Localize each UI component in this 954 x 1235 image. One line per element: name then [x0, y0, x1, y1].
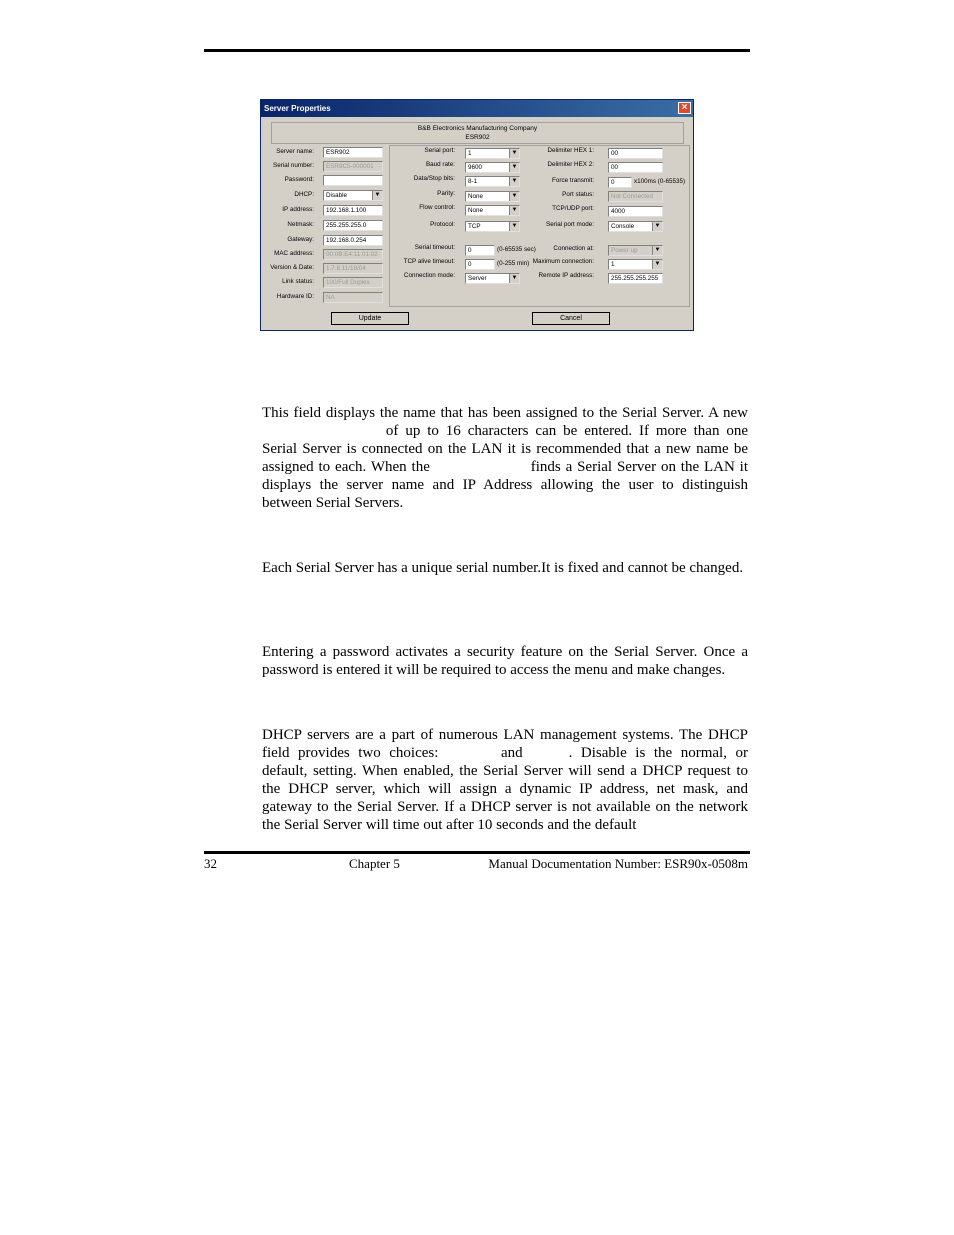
tcp-alive-timeout-input[interactable]: 0 [465, 259, 495, 270]
delimiter-hex2-label: Delimiter HEX 2: [547, 161, 594, 168]
dhcp-value: Disable [326, 192, 347, 199]
ip-address-label: IP address: [282, 206, 314, 213]
company-name: B&B Electronics Manufacturing Company [417, 125, 538, 132]
delimiter-hex2-input[interactable]: 00 [608, 162, 663, 173]
parity-select[interactable] [465, 191, 520, 202]
flow-control-select[interactable] [465, 205, 520, 216]
gateway-input[interactable]: 192.168.0.254 [323, 235, 383, 246]
gateway-label: Gateway: [287, 236, 314, 243]
connection-mode-label: Connection mode: [403, 272, 455, 279]
protocol-select[interactable] [465, 221, 520, 232]
chevron-down-icon[interactable]: ▼ [372, 191, 382, 200]
parity-value: None [468, 193, 484, 200]
force-transmit-unit: x100ms (0-65535) [634, 178, 686, 185]
version-date-label: Version & Date: [270, 264, 314, 271]
netmask-input[interactable]: 255.255.255.0 [323, 220, 383, 231]
connection-at-label: Connection at: [553, 245, 594, 252]
parity-label: Parity: [437, 190, 455, 197]
dhcp-label: DHCP: [294, 191, 314, 198]
dhcp-select[interactable] [323, 190, 383, 201]
connection-at-select [608, 245, 663, 256]
chevron-down-icon[interactable]: ▼ [652, 222, 662, 231]
dhcp-paragraph [262, 726, 748, 834]
tcp-udp-port-label: TCP/UDP port: [552, 205, 594, 212]
paragraph-text: finds a Serial Server on the LAN it displays the server name and IP Address allowing the user to distinguish between Serial Servers. [262, 459, 749, 511]
serial-number-paragraph: Each Serial Server has a unique serial number.It is fixed and cannot be changed. [262, 560, 744, 576]
flow-control-value: None [468, 207, 484, 214]
serial-number-field: ESR9C5-000001 [323, 161, 383, 172]
protocol-label: Protocol: [430, 221, 455, 228]
link-status-label: Link status: [282, 278, 314, 285]
protocol-value: TCP [468, 223, 481, 230]
chevron-down-icon[interactable]: ▼ [509, 177, 519, 186]
serial-timeout-label: Serial timeout: [414, 244, 455, 251]
ip-address-input[interactable]: 192.168.1.100 [323, 205, 383, 216]
link-status-field: 100/Full Duplex [323, 277, 383, 288]
hardware-id-label: Hardware ID: [276, 293, 314, 300]
mac-address-field: 00:0B:E4:11:01:02 [323, 249, 383, 260]
paragraph-text: of up to 16 characters can be entered. If more than one Serial Server is connected on the LAN it is recommended that a new name be assigned to each. When the [262, 423, 749, 475]
server-properties-dialog [260, 99, 694, 331]
chevron-down-icon[interactable]: ▼ [652, 260, 662, 269]
chevron-down-icon[interactable]: ▼ [509, 163, 519, 172]
remote-ip-label: Remote IP address: [538, 272, 594, 279]
connection-mode-value: Server [468, 275, 487, 282]
baud-rate-label: Baud rate: [425, 161, 455, 168]
header-rule [204, 49, 750, 52]
serial-timeout-unit: (0-65535 sec) [497, 246, 536, 253]
company-box [271, 122, 684, 144]
data-stop-bits-label: Data/Stop bits: [413, 175, 455, 182]
paragraph-text: and [500, 745, 523, 761]
close-icon[interactable]: × [678, 102, 691, 114]
serial-port-mode-value: Console [611, 223, 635, 230]
serial-timeout-input[interactable]: 0 [465, 245, 495, 256]
delimiter-hex1-label: Delimiter HEX 1: [547, 147, 594, 154]
password-input[interactable] [323, 175, 383, 186]
serial-port-label: Serial port: [424, 147, 455, 154]
port-status-label: Port status: [562, 191, 594, 198]
doc-number: Manual Documentation Number: ESR90x-0508m [488, 856, 748, 871]
mac-address-label: MAC address: [274, 250, 314, 257]
netmask-label: Netmask: [287, 221, 314, 228]
max-connection-select[interactable] [608, 259, 663, 270]
chapter-label: Chapter 5 [349, 856, 400, 871]
chevron-down-icon[interactable]: ▼ [509, 274, 519, 283]
serial-port-value: 1 [468, 150, 472, 157]
connection-mode-select[interactable] [465, 273, 520, 284]
chevron-down-icon[interactable]: ▼ [509, 206, 519, 215]
serial-number-label: Serial number: [273, 162, 314, 169]
serial-port-mode-label: Serial port mode: [546, 221, 594, 228]
tcp-alive-timeout-label: TCP alive timeout: [403, 258, 455, 265]
password-label: Password: [284, 176, 314, 183]
version-date-field: 1.7.8.11/18/04 [323, 263, 383, 274]
connection-at-value: Power up [611, 247, 638, 254]
chevron-down-icon: ▼ [652, 246, 662, 255]
cancel-button[interactable]: Cancel [532, 312, 610, 325]
remote-ip-input[interactable]: 255.255.255.255 [608, 273, 663, 284]
force-transmit-input[interactable]: 0 [608, 177, 632, 188]
delimiter-hex1-input[interactable]: 00 [608, 148, 663, 159]
footer-rule [204, 851, 750, 854]
baud-rate-select[interactable] [465, 162, 520, 173]
baud-rate-value: 9600 [468, 164, 483, 171]
model-name: ESR902 [465, 134, 490, 141]
paragraph-text: This field displays the name that has been assigned to the Serial Server. A new [262, 405, 748, 421]
paragraph-text: . Disable is the normal, or default, setting. When enabled, the Serial Server will send a DHCP request to the DHCP server, which will assign a dynamic IP address, net mask, and gateway to the Serial Server. If a DHCP server is not available on the network the Serial Server will time out after 10 seconds and the default [262, 745, 748, 833]
chevron-down-icon[interactable]: ▼ [509, 192, 519, 201]
force-transmit-label: Force transmit: [552, 177, 594, 184]
hardware-id-field: NA [323, 292, 383, 303]
page-number: 32 [204, 856, 217, 871]
data-stop-bits-value: 8-1 [468, 178, 478, 185]
chevron-down-icon[interactable]: ▼ [509, 222, 519, 231]
password-paragraph: Entering a password activates a security feature on the Serial Server. Once a password is entered it will be required to access the menu and make changes. [262, 644, 748, 678]
serial-port-mode-select[interactable] [608, 221, 663, 232]
max-connection-value: 1 [611, 261, 615, 268]
serial-port-select[interactable] [465, 148, 520, 159]
paragraph-text: DHCP servers are a part of numerous LAN management systems. The DHCP field provides two choices: [262, 727, 748, 761]
server-name-input[interactable]: ESR902 [323, 147, 383, 158]
dialog-titlebar [261, 100, 693, 117]
data-stop-bits-select[interactable] [465, 176, 520, 187]
tcp-alive-timeout-unit: (0-255 min) [497, 260, 530, 267]
server-name-label: Server name: [276, 148, 314, 155]
dialog-title: Server Properties [264, 104, 331, 113]
max-connection-label: Maximum connection: [532, 258, 594, 265]
flow-control-label: Flow control: [419, 204, 455, 211]
port-status-field: Not Connected [608, 191, 663, 202]
update-button[interactable]: Update [331, 312, 409, 325]
tcp-udp-port-input[interactable]: 4000 [608, 206, 663, 217]
chevron-down-icon[interactable]: ▼ [509, 149, 519, 158]
server-name-paragraph [262, 404, 748, 512]
